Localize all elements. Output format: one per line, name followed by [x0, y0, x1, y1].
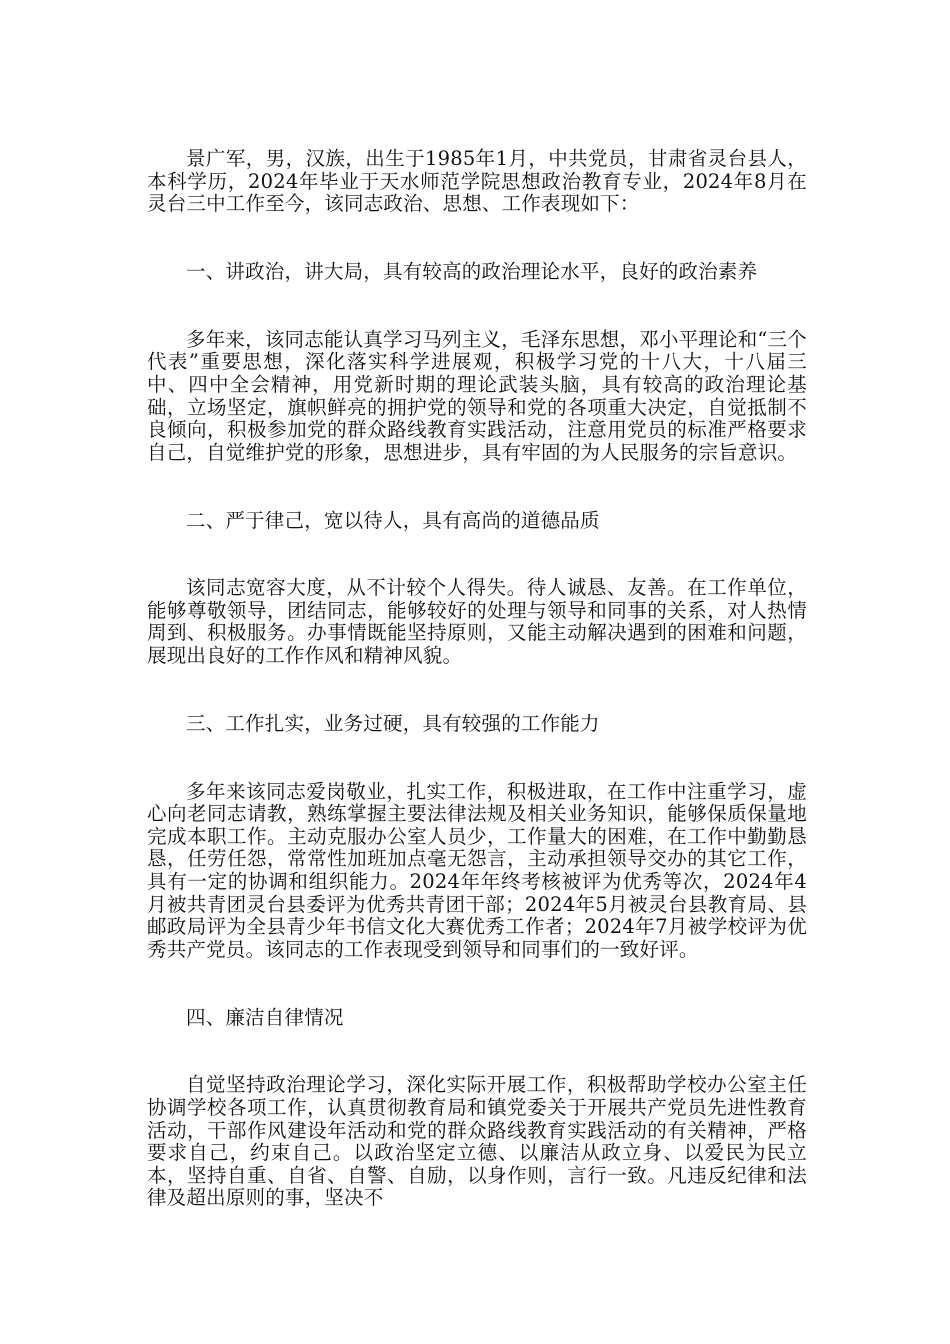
intro-paragraph: 景广军，男，汉族，出生于1985年1月，中共党员，甘肃省灵台县人，本科学历，2024年毕业于天水师范学院思想政治教育专业，2024年8月在灵台三中工作至今，该同志政治、思想、工作表现如下：	[147, 147, 807, 216]
section-body-politics: 多年来，该同志能认真学习马列主义，毛泽东思想，邓小平理论和“三个代表”重要思想，深化落实科学进展观，积极学习党的十八大，十八届三中、四中全会精神，用党新时期的理论武装头脑，具有较高的政治理论基础，立场坚定，旗帜鲜亮的拥护党的领导和党的各项重大决定，自觉抵制不良倾向，积极参加党的群众路线教育实践活动，注意用党员的标准严格要求自己，自觉维护党的形象，思想进步，具有牢固的为人民服务的宗旨意识。	[147, 327, 807, 464]
section-heading-work-ability: 三、工作扎实，业务过硬，具有较强的工作能力	[186, 711, 600, 735]
section-heading-morality: 二、严于律己，宽以待人，具有高尚的道德品质	[186, 508, 600, 532]
section-body-morality: 该同志宽容大度，从不计较个人得失。待人诚恳、友善。在工作单位，能够尊敬领导，团结同志，能够较好的处理与领导和同事的关系，对人热情周到、积极服务。办事情既能坚持原则，又能主动解决遇到的困难和问题，展现出良好的工作作风和精神风貌。	[147, 576, 807, 668]
section-body-integrity: 自觉坚持政治理论学习，深化实际开展工作，积极帮助学校办公室主任协调学校各项工作，认真贯彻教育局和镇党委关于开展共产党员先进性教育活动，干部作风建设年活动和党的群众路线教育实践活动的有关精神，严格要求自己，约束自己。以政治坚定立德、以廉洁从政立身、以爱民为民立本，坚持自重、自省、自警、自励，以身作则，言行一致。凡违反纪律和法律及超出原则的事，坚决不	[147, 1073, 807, 1210]
document-page	[147, 148, 807, 1210]
section-heading-politics: 一、讲政治，讲大局，具有较高的政治理论水平，良好的政治素养	[186, 259, 758, 283]
section-body-work-ability: 多年来该同志爱岗敬业，扎实工作，积极进取，在工作中注重学习，虚心向老同志请教，熟练掌握主要法律法规及相关业务知识，能够保质保量地完成本职工作。主动克服办公室人员少，工作量大的困难，在工作中勤勤恳恳，任劳任怨，常常性加班加点毫无怨言，主动承担领导交办的其它工作，具有一定的协调和组织能力。2024年年终考核被评为优秀等次，2024年4月被共青团灵台县委评为优秀共青团干部；2024年5月被灵台县教育局、县邮政局评为全县青少年书信文化大赛优秀工作者；2024年7月被学校评为优秀共产党员。该同志的工作表现受到领导和同事们的一致好评。	[147, 779, 807, 961]
section-heading-integrity: 四、廉洁自律情况	[186, 1005, 344, 1029]
